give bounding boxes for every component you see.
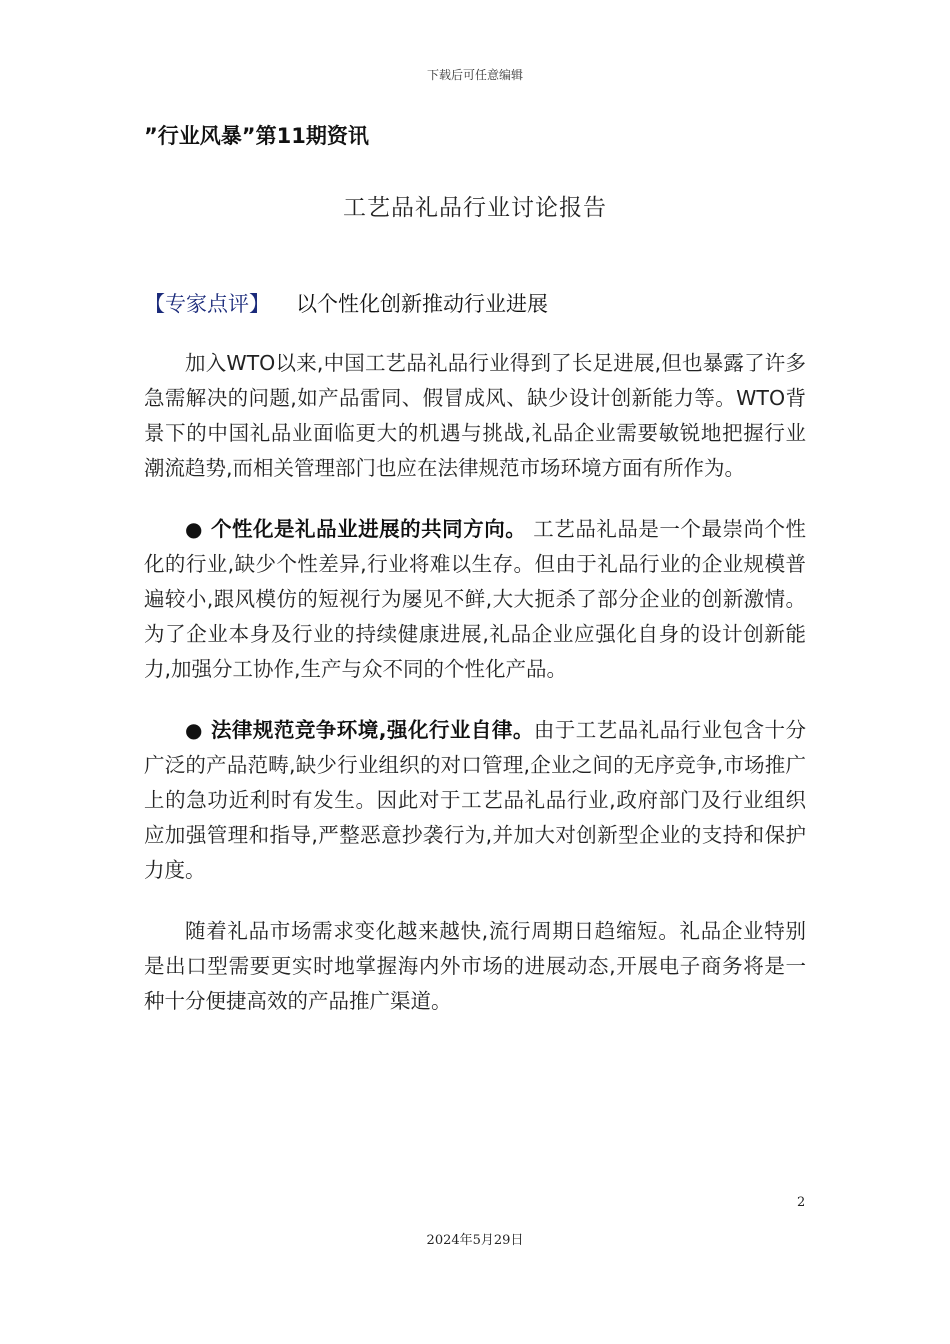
report-title: 工艺品礼品行业讨论报告: [343, 195, 607, 221]
paragraph-text: 工艺品礼品是一个最崇尚个性化的行业,缺少个性差异,行业将难以生存。但由于礼品行业的企业规模普遍较小,跟风模仿的短视行为屡见不鲜,大大扼杀了部分企业的创新激情。为了企业本身及行业的持续健康进展,礼品企业应强化自身的设计创新能力,加强分工协作,生产与众不同的个性化产品。: [144, 517, 807, 681]
section-title: 以个性化创新推动行业进展: [296, 292, 548, 316]
bullet-icon: ●: [185, 517, 203, 541]
paragraph-text: 由于工艺品礼品行业包含十分广泛的产品范畴,缺少行业组织的对口管理,企业之间的无序竞争,市场推广上的急功近利时有发生。因此对于工艺品礼品行业,政府部门及行业组织应加强管理和指导,严整恶意抄袭行为,并加大对创新型企业的支持和保护力度。: [144, 718, 807, 882]
paragraph-text: 加入WTO以来,中国工艺品礼品行业得到了长足进展,但也暴露了许多急需解决的问题,如产品雷同、假冒成风、缺少设计创新能力等。WTO背景下的中国礼品业面临更大的机遇与挑战,礼品企业需要敏锐地把握行业潮流趋势,而相关管理部门也应在法律规范市场环境方面有所作为。: [144, 351, 806, 480]
paragraph: [144, 512, 806, 687]
header-note: 下载后可任意编辑: [426, 68, 523, 82]
section-heading: [144, 288, 548, 318]
page-number: 2: [797, 1195, 806, 1210]
paragraph: [144, 713, 806, 888]
section-tag: 【专家点评】: [144, 292, 270, 316]
document-body: [144, 346, 806, 1045]
paragraph-text: 随着礼品市场需求变化越来越快,流行周期日趋缩短。礼品企业特别是出口型需要更实时地掌握海内外市场的进展动态,开展电子商务将是一种十分便捷高效的产品推广渠道。: [144, 919, 806, 1013]
issue-title: ”行业风暴”第11期资讯: [144, 124, 369, 148]
paragraph: [144, 346, 806, 486]
paragraph: [144, 914, 806, 1019]
paragraph-lead: 个性化是礼品业进展的共同方向。: [210, 517, 527, 541]
paragraph-lead: 法律规范竞争环境,强化行业自律。: [210, 718, 534, 742]
bullet-icon: ●: [185, 718, 203, 742]
footer-date: 2024年5月29日: [426, 1233, 524, 1248]
